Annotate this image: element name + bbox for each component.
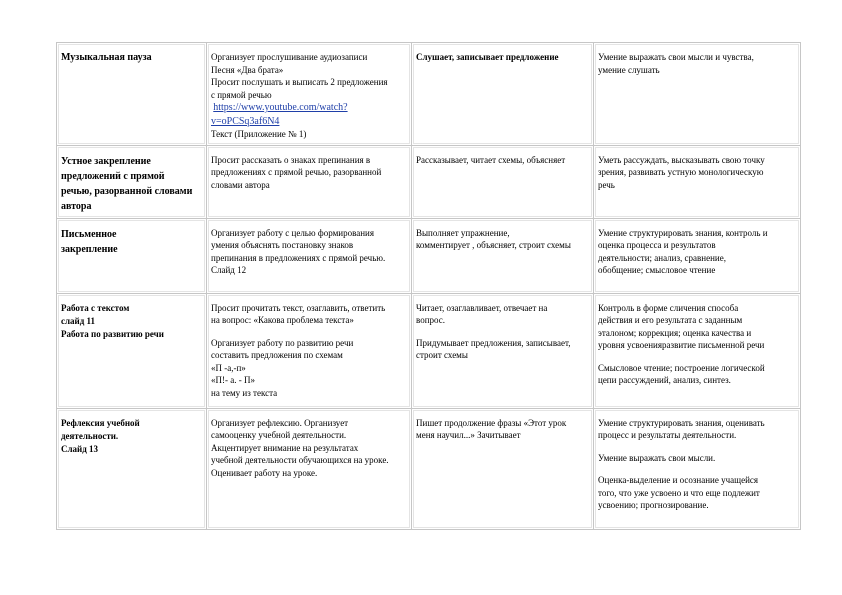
stage-title: Музыкальная пауза <box>61 52 152 63</box>
text-line: уровня усвоенияразвитие письменной речи <box>598 340 765 350</box>
teacher-activity-cell <box>207 293 412 408</box>
text-line: Умение структурировать знания, контроль и <box>598 227 768 238</box>
text-line: на тему из текста <box>211 387 278 398</box>
text-line: Пишет продолжение фразы «Этот урок <box>416 417 567 428</box>
text-line: самооценку учебной деятельности. <box>211 430 347 440</box>
text-line: Слайд 12 <box>211 265 247 275</box>
stage-cell <box>57 408 207 529</box>
youtube-link-continuation[interactable]: v=oPCSq3af6N4 <box>211 115 280 127</box>
text-line: Организует работу с целью формирования <box>211 227 374 238</box>
text-line: зрения, развивать устную монологическую <box>598 167 764 177</box>
text-line: словами автора <box>211 179 270 190</box>
table-row <box>57 43 801 146</box>
text-line: Рассказывает, читает схемы, объясняет <box>416 154 566 165</box>
stage-title: Слайд 13 <box>61 443 99 454</box>
text-line: Организует рефлексию. Организует <box>211 417 349 428</box>
text-line: Текст (Приложение № 1) <box>211 129 307 139</box>
student-activity-cell <box>412 145 594 218</box>
skills-cell <box>594 408 801 529</box>
text-line: с прямой речью <box>211 89 272 100</box>
stage-title: Работа по развитию речи <box>61 328 164 339</box>
text-line: Придумывает предложения, записывает, <box>416 337 571 348</box>
text-line: Умение выражать свои мысли. <box>598 452 716 463</box>
text-line: Уметь рассуждать, высказывать свою точку <box>598 154 765 165</box>
text-line: обобщение; смысловое чтение <box>598 265 716 275</box>
stage-title: автора <box>61 200 92 212</box>
text-line: Выполняет упражнение, <box>416 227 510 238</box>
text-line: Просит послушать и выписать 2 предложения <box>211 77 388 87</box>
table-row <box>57 293 801 408</box>
text-line: Умение выражать свои мысли и чувства, <box>598 52 754 62</box>
text-line: деятельности; анализ, сравнение, <box>598 252 726 263</box>
student-activity-cell <box>412 408 594 529</box>
skills-cell <box>594 43 801 146</box>
table-row <box>57 408 801 529</box>
text-line: Смысловое чтение; построение логической <box>598 362 765 373</box>
stage-title: Рефлексия учебной <box>61 417 140 428</box>
text-line: действия и его результата с заданным <box>598 315 743 325</box>
text-line: Оценивает работу на уроке. <box>211 467 318 478</box>
text-line: препинания в предложениях с прямой речью. <box>211 252 386 263</box>
stage-title: предложений с прямой <box>61 170 165 182</box>
stage-title: Письменное <box>61 228 117 240</box>
text-line: Умение структурировать знания, оценивать <box>598 417 765 428</box>
text-line: комментирует , объясняет, строит схемы <box>416 240 571 250</box>
stage-title: слайд 11 <box>61 315 96 326</box>
text-line: «П -а,-п» <box>211 362 246 373</box>
text-line: Организует работу по развитию речи <box>211 337 354 348</box>
skills-cell <box>594 145 801 218</box>
stage-title: деятельности. <box>61 430 119 441</box>
skills-cell <box>594 218 801 293</box>
text-line: Просит прочитать текст, озаглавить, ответить <box>211 302 386 313</box>
stage-cell <box>57 43 207 146</box>
text-line: того, что уже усвоено и что еще подлежит <box>598 487 760 498</box>
stage-title: Устное закрепление <box>61 155 151 167</box>
text-line: строит схемы <box>416 350 468 360</box>
text-line: Контроль в форме сличения способа <box>598 302 739 313</box>
table-row <box>57 145 801 218</box>
teacher-activity-cell <box>207 218 412 293</box>
youtube-link[interactable]: https://www.youtube.com/watch? <box>213 102 348 113</box>
text-line: Оценка-выделение и осознание учащейся <box>598 475 759 485</box>
text-line: Акцентирует внимание на результатах <box>211 442 359 453</box>
text-line: Организует прослушивание аудиозаписи <box>211 52 368 62</box>
text-line: речь <box>598 179 615 190</box>
text-line: эталоном; коррекция; оценка качества и <box>598 327 752 338</box>
text-line: Слушает, записывает предложение <box>416 52 559 62</box>
text-line: Читает, озаглавливает, отвечает на <box>416 302 548 313</box>
stage-title: речью, разорванной словами <box>61 185 193 197</box>
student-activity-cell <box>412 43 594 146</box>
text-line: Просит рассказать о знаках препинания в <box>211 154 371 165</box>
stage-title: закрепление <box>61 243 118 255</box>
teacher-activity-cell <box>207 408 412 529</box>
text-line: меня научил...» Зачитывает <box>416 430 521 440</box>
student-activity-cell <box>412 218 594 293</box>
text-line: учебной деятельности обучающихся на уроке. <box>211 455 389 465</box>
text-line: умения объяснять постановку знаков <box>211 240 354 250</box>
student-activity-cell <box>412 293 594 408</box>
text-line: цепи рассуждений, анализ, синтез. <box>598 375 731 385</box>
skills-cell <box>594 293 801 408</box>
text-line: умение слушать <box>598 64 660 75</box>
stage-cell <box>57 218 207 293</box>
text-line: Песня «Два брата» <box>211 64 284 75</box>
table-row <box>57 218 801 293</box>
text-line: на вопрос: «Какова проблема текста» <box>211 315 354 325</box>
text-line: «П!- а. - П» <box>211 375 255 385</box>
stage-title: Работа с текстом <box>61 302 130 313</box>
stage-cell <box>57 145 207 218</box>
text-line: составить предложения по схемам <box>211 350 343 360</box>
text-line: усвоению; прогнозирование. <box>598 500 709 510</box>
lesson-plan-table <box>56 42 801 530</box>
teacher-activity-cell <box>207 145 412 218</box>
text-line: процесс и результаты деятельности. <box>598 430 737 440</box>
text-line: вопрос. <box>416 315 445 325</box>
text-line: оценка процесса и результатов <box>598 240 716 250</box>
stage-cell <box>57 293 207 408</box>
teacher-activity-cell <box>207 43 412 146</box>
text-line: предложениях с прямой речью, разорванной <box>211 167 382 177</box>
